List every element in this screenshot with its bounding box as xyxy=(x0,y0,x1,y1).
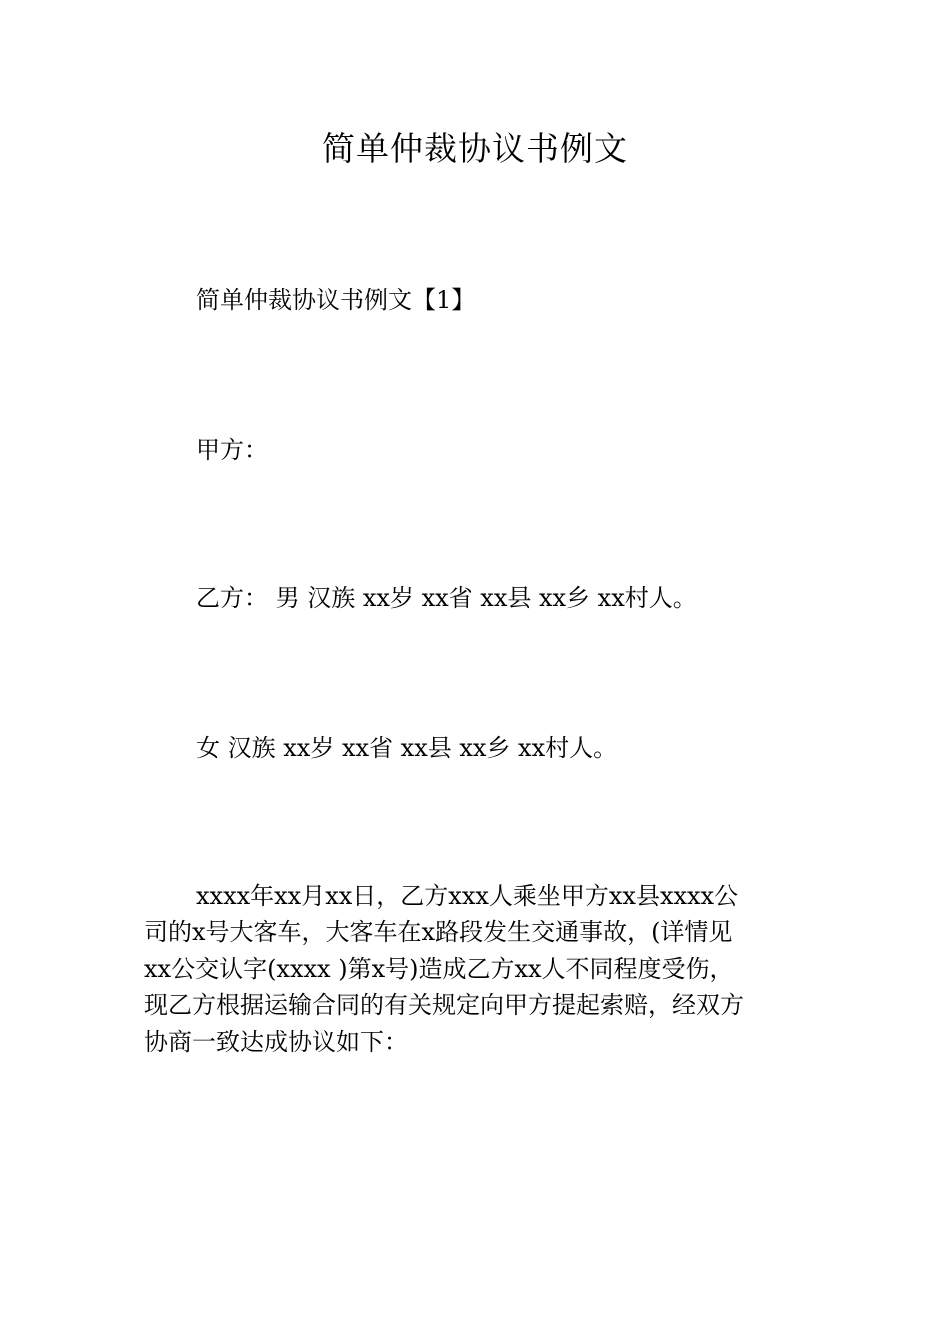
party-b-female-line: 女 汉族 xx岁 xx省 xx县 xx乡 xx村人。 xyxy=(196,734,618,762)
body-paragraph xyxy=(144,878,808,1060)
party-a-label: 甲方： xyxy=(196,436,268,464)
paragraph-line: xx公交认字(xxxx )第x号)造成乙方xx人不同程度受伤， xyxy=(144,954,734,983)
section-heading: 简单仲裁协议书例文【1】 xyxy=(196,286,476,314)
document-title: 简单仲裁协议书例文 xyxy=(322,129,628,168)
paragraph-line: 协商一致达成协议如下： xyxy=(144,1027,408,1056)
paragraph-line: 现乙方根据运输合同的有关规定向甲方提起索赔，经双方 xyxy=(144,991,744,1020)
paragraph-line: xxxx年xx月xx日，乙方xxx人乘坐甲方xx县xxxx公 xyxy=(196,882,739,910)
party-b-line: 乙方： 男 汉族 xx岁 xx省 xx县 xx乡 xx村人。 xyxy=(196,584,697,612)
paragraph-line: 司的x号大客车，大客车在x路段发生交通事故，(详情见 xyxy=(144,918,733,947)
